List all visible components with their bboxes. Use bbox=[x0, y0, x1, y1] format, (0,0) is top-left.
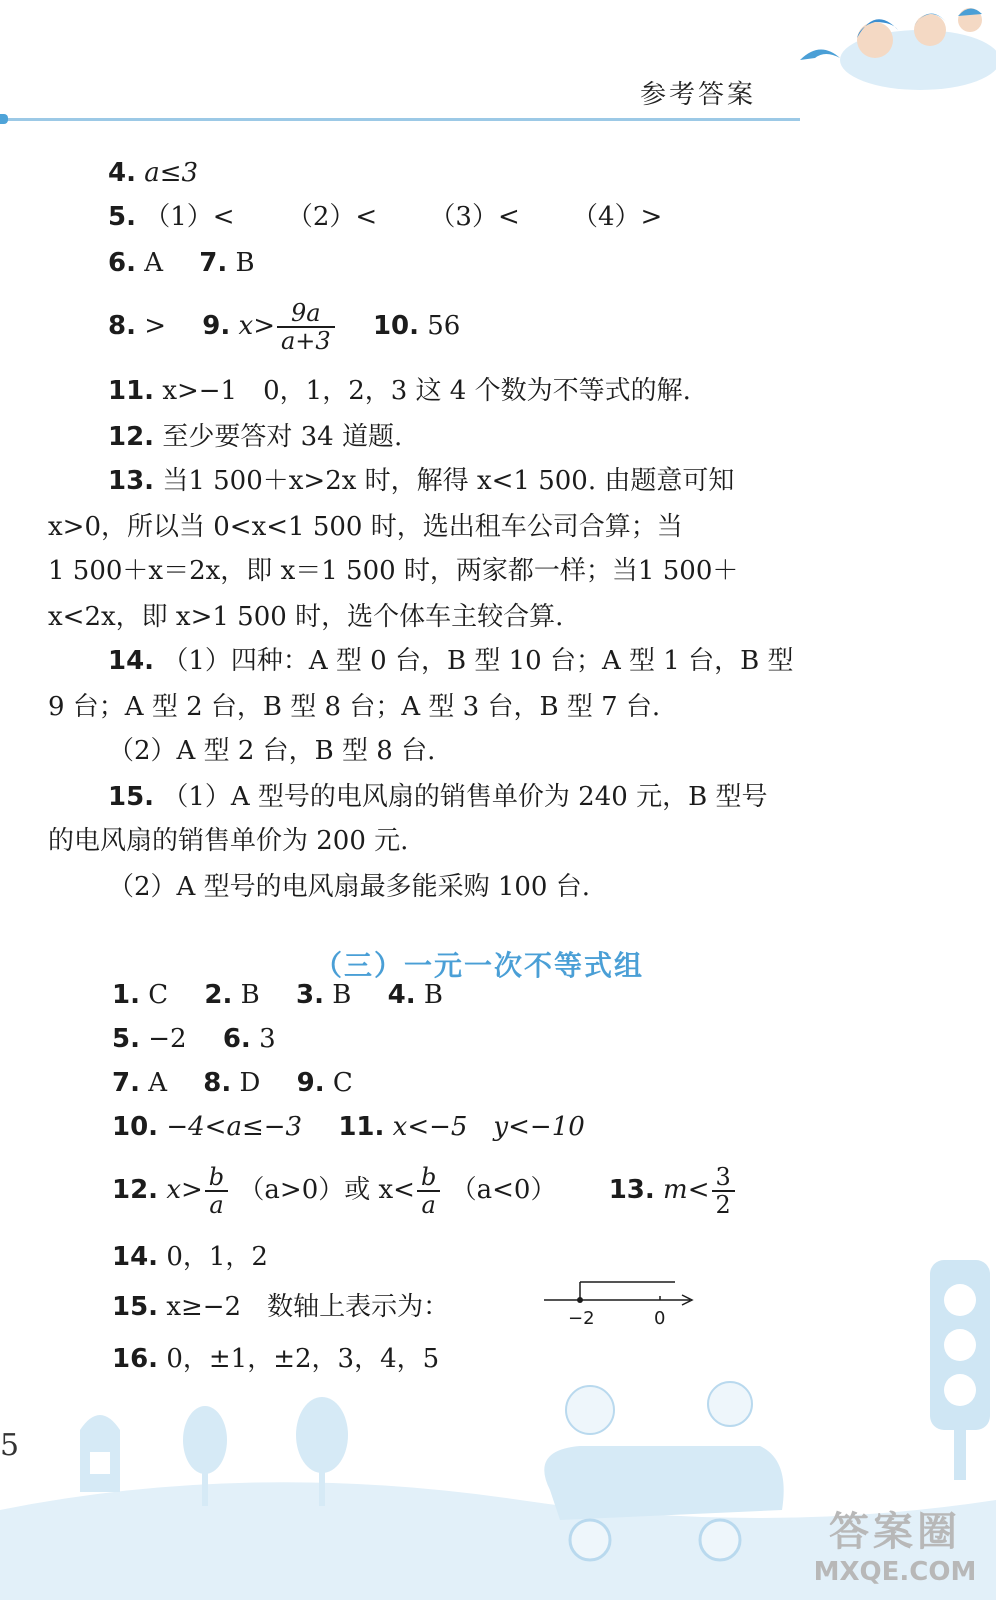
answer-number: 10. bbox=[372, 311, 419, 341]
answer-number: 6. bbox=[222, 1024, 251, 1054]
answer-number: 3. bbox=[296, 980, 324, 1010]
answer-number: 16. bbox=[112, 1344, 159, 1374]
fraction bbox=[205, 1164, 228, 1218]
answer-text: 当1 500＋x>2x 时，解得 x<1 500. 由题意可知 bbox=[162, 466, 735, 496]
answer-part: （4）> bbox=[572, 202, 663, 232]
answer-part: （2）< bbox=[286, 202, 378, 232]
answer-text: 3 bbox=[259, 1024, 276, 1054]
answer-text: x≥−2 数轴上表示为： bbox=[166, 1292, 450, 1322]
answer-text: B bbox=[332, 980, 352, 1010]
car-icon bbox=[520, 1370, 800, 1590]
answer-number: 4. bbox=[387, 980, 416, 1010]
header-rule bbox=[0, 118, 800, 121]
answer-text: x>−1 0，1，2，3 这 4 个数为不等式的解. bbox=[162, 376, 691, 406]
answer-number: 1. bbox=[112, 980, 140, 1010]
answer-4 bbox=[108, 156, 198, 190]
answer-5 bbox=[108, 200, 662, 234]
answer-number: 12. bbox=[112, 1175, 159, 1205]
answer-number: 4. bbox=[108, 158, 136, 188]
answer2-1-4 bbox=[112, 978, 443, 1012]
answer-part: （1）< bbox=[144, 202, 235, 232]
section-title: （三）一元一次不等式组 bbox=[314, 949, 645, 982]
answer-part: （3）< bbox=[429, 202, 520, 232]
axis-label-left: −2 bbox=[568, 1308, 595, 1329]
fraction-numerator: 9a bbox=[277, 300, 335, 328]
answer-14-line2: 9 台；A 型 2 台，B 型 8 台；A 型 3 台，B 型 7 台. bbox=[48, 692, 661, 722]
answer-text: 0，±1，±2，3，4，5 bbox=[166, 1344, 440, 1374]
answer-text: 至少要答对 34 道题. bbox=[162, 422, 403, 452]
watermark-bottom: MXQE.COM bbox=[813, 1557, 977, 1587]
answer-text: （a>0）或 x< bbox=[238, 1175, 415, 1205]
answer-number: 13. bbox=[108, 466, 155, 496]
answer-text: C bbox=[332, 1068, 353, 1098]
answer-text: > bbox=[144, 311, 167, 341]
answer-13-line3: 1 500＋x＝2x，即 x＝1 500 时，两家都一样；当1 500＋ bbox=[48, 556, 739, 586]
answer-text: B bbox=[423, 980, 443, 1010]
answer-12 bbox=[108, 420, 402, 454]
number-line-diagram bbox=[540, 1272, 700, 1334]
answer-number: 2. bbox=[204, 980, 233, 1010]
answer-number: 7. bbox=[199, 248, 228, 278]
answer2-15 bbox=[112, 1290, 449, 1324]
answer-text: 0，1，2 bbox=[166, 1242, 268, 1272]
tree-icon bbox=[180, 1400, 230, 1510]
answer2-14 bbox=[112, 1240, 268, 1274]
answer-text: x> bbox=[238, 311, 275, 341]
answer-text: B bbox=[240, 980, 260, 1010]
answer-text: x<−5 y<−10 bbox=[392, 1112, 585, 1142]
answer-15-line2: 的电风扇的销售单价为 200 元. bbox=[48, 826, 409, 856]
fraction-denominator: a+3 bbox=[280, 327, 331, 355]
answer-14-line3: （2）A 型 2 台，B 型 8 台. bbox=[108, 736, 436, 766]
answer-number: 14. bbox=[112, 1242, 159, 1272]
axis-label-right: 0 bbox=[654, 1308, 666, 1329]
answer-text: （1）A 型号的电风扇的销售单价为 240 元，B 型号 bbox=[162, 782, 768, 812]
answer-text: B bbox=[235, 248, 255, 278]
fraction-numerator: 3 bbox=[712, 1164, 735, 1192]
answer-number: 10. bbox=[112, 1112, 159, 1142]
fraction-denominator: a bbox=[421, 1191, 436, 1219]
answer-number: 7. bbox=[112, 1068, 140, 1098]
answer-number: 5. bbox=[108, 202, 136, 232]
answer-13-line4: x<2x，即 x>1 500 时，选个体车主较合算. bbox=[48, 602, 564, 632]
header-title: 参考答案 bbox=[640, 80, 757, 110]
answer-15-line3: （2）A 型号的电风扇最多能采购 100 台. bbox=[108, 872, 591, 902]
answer-text: （a<0） bbox=[450, 1175, 557, 1205]
answer-text: A bbox=[148, 1068, 168, 1098]
fraction bbox=[277, 300, 335, 354]
answer2-12-13 bbox=[112, 1160, 737, 1220]
header-rule-marker bbox=[0, 114, 8, 124]
answer-14-line1 bbox=[108, 644, 793, 678]
answer-number: 12. bbox=[108, 422, 155, 452]
watermark bbox=[800, 1500, 990, 1587]
answer-number: 13. bbox=[608, 1175, 655, 1205]
fraction bbox=[712, 1164, 735, 1218]
answer-13-line2: x>0，所以当 0<x<1 500 时，选出租车公司合算；当 bbox=[48, 512, 683, 542]
answer-text: −2 bbox=[148, 1024, 187, 1054]
fraction-denominator: a bbox=[209, 1191, 224, 1219]
house-icon bbox=[60, 1390, 140, 1500]
answer-number: 9. bbox=[296, 1068, 325, 1098]
answer-number: 11. bbox=[108, 376, 155, 406]
answer-number: 8. bbox=[203, 1068, 232, 1098]
answer2-5-6 bbox=[112, 1022, 276, 1056]
answer2-7-9 bbox=[112, 1066, 353, 1100]
watermark-top: 答案圈 bbox=[829, 1509, 961, 1555]
fraction-numerator: b bbox=[205, 1164, 228, 1192]
answer-text: C bbox=[148, 980, 169, 1010]
answer-text: （1）四种：A 型 0 台，B 型 10 台；A 型 1 台，B 型 bbox=[162, 646, 794, 676]
answer2-16 bbox=[112, 1342, 439, 1376]
answer-number: 15. bbox=[112, 1292, 159, 1322]
tree-icon bbox=[292, 1390, 352, 1510]
answer-number: 8. bbox=[108, 311, 136, 341]
answer-text: m< bbox=[663, 1175, 710, 1205]
answer-text: −4<a≤−3 bbox=[166, 1112, 303, 1142]
answer-number: 5. bbox=[112, 1024, 140, 1054]
fraction bbox=[417, 1164, 440, 1218]
answer-text: A bbox=[144, 248, 164, 278]
answer-text: x> bbox=[166, 1175, 203, 1205]
answer-number: 15. bbox=[108, 782, 155, 812]
answer2-10-11 bbox=[112, 1110, 585, 1144]
answer-text: 56 bbox=[427, 311, 461, 341]
answer-number: 11. bbox=[338, 1112, 385, 1142]
fraction-denominator: 2 bbox=[715, 1191, 731, 1219]
answer-13-line1 bbox=[108, 464, 734, 498]
children-cartoon-icon bbox=[780, 0, 996, 110]
fraction-numerator: b bbox=[417, 1164, 440, 1192]
answer-number: 14. bbox=[108, 646, 155, 676]
answer-6-7 bbox=[108, 246, 255, 280]
answer-number: 6. bbox=[108, 248, 136, 278]
answer-15-line1 bbox=[108, 780, 767, 814]
answer-8-9-10 bbox=[108, 296, 460, 356]
answer-text: D bbox=[239, 1068, 261, 1098]
page-number: 5 bbox=[0, 1428, 20, 1463]
answer-number: 9. bbox=[202, 311, 231, 341]
answer-text: a≤3 bbox=[144, 158, 199, 188]
answer-11 bbox=[108, 374, 691, 408]
